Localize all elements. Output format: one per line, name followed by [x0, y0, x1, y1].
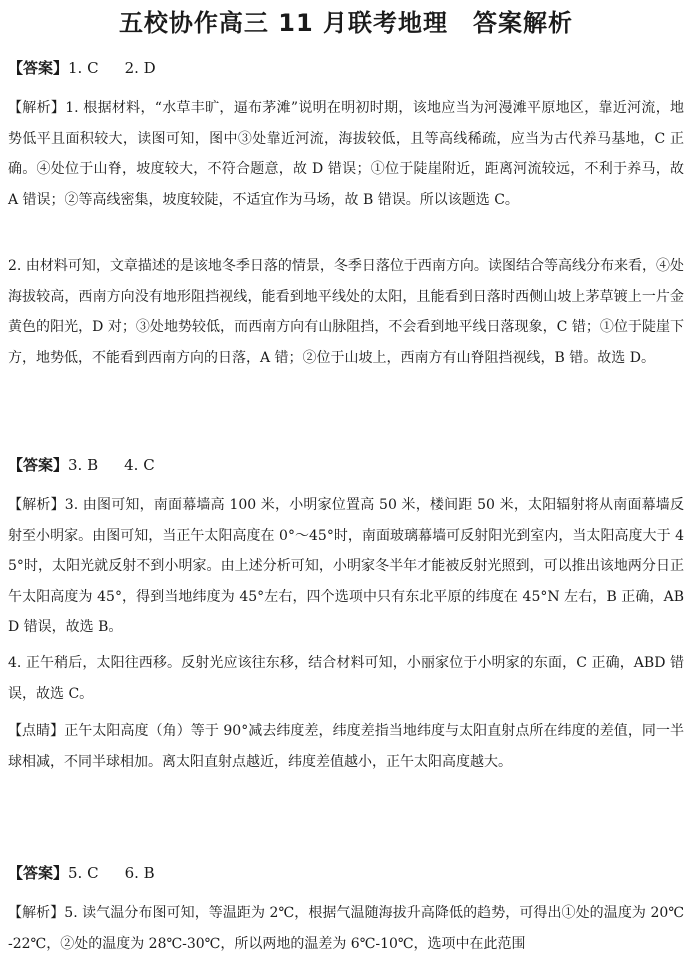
analysis-label: 【解析】	[8, 497, 65, 513]
answer-line-5-6	[8, 860, 684, 886]
analysis-text: 1. 根据材料，“水草丰旷，逼布茅滩”说明在明初时期，该地应当为河漫滩平原地区，靠近河流，地势低平且面积较大，读图可知，图中③处靠近河流，海拔较低，且等高线稀疏，应当为古代养马基地，C 正确。④处位于山脊，坡度较大，不符合题意，故 D 错误；①位于陡崖附近，距离河流较远，不利于养马，故 A 错误；②等高线密集，坡度较陡，不适宜作为马场，故 B 错误。所以该题选 C。	[8, 100, 685, 208]
answer-item: 3. B	[68, 456, 99, 474]
analysis-label: 【解析】	[8, 905, 65, 921]
analysis-text: 4. 正午稍后，太阳往西移。反射光应该往东移，结合材料可知，小丽家位于小明家的东面，C 正确，ABD 错误，故选 C。	[8, 655, 684, 702]
analysis-label: 【解析】	[8, 100, 66, 116]
key-point-label: 【点睛】	[8, 723, 65, 739]
analysis-text: 3. 由图可知，南面幕墙高 100 米，小明家位置高 50 米，楼间距 50 米，太阳辐射将从南面幕墙反射至小明家。由图可知，当正午太阳高度在 0°～45°时，南面玻璃幕墙可反射阳光到室内，当太阳高度大于 45°时，太阳光就反射不到小明家。由上述分析可知，小明家冬半年才能被反射光照到，可以推出该地两分日正午太阳高度为 45°，得到当地纬度为 45°左右，四个选项中只有东北平原的纬度在 45°N 左右，B 正确，ABD 错误，故选 B。	[8, 497, 684, 635]
answer-item: 6. B	[124, 864, 155, 882]
answer-item: 1. C	[68, 59, 99, 77]
answer-item: 5. C	[68, 864, 99, 882]
analysis-text: 5. 读气温分布图可知，等温距为 2℃，根据气温随海拔升高降低的趋势，可得出①处的温度为 20℃-22℃，②处的温度为 28℃-30℃，所以两地的温差为 6℃-10℃，选项中在此范围	[8, 905, 685, 952]
analysis-paragraph-3	[8, 490, 684, 643]
answer-label: 【答案】	[8, 456, 69, 474]
answer-line-3-4	[8, 452, 684, 478]
analysis-paragraph-5	[8, 898, 684, 959]
analysis-paragraph-2	[8, 251, 684, 373]
answer-item: 4. C	[124, 456, 155, 474]
analysis-paragraph-4	[8, 648, 684, 709]
analysis-text: 2. 由材料可知，文章描述的是该地冬季日落的情景，冬季日落位于西南方向。读图结合等高线分布来看，④处海拔较高，西南方向没有地形阻挡视线，能看到地平线处的太阳，且能看到日落时西侧山坡上茅草镀上一片金黄色的阳光，D 对；③处地势较低，而西南方向有山脉阻挡，不会看到地平线日落现象，C 错；①位于陡崖下方，地势低，不能看到西南方向的日落，A 错；②位于山坡上，西南方有山脊阻挡视线，B 错。故选 D。	[8, 258, 684, 366]
answer-line-1-2	[8, 55, 684, 81]
answer-label: 【答案】	[8, 59, 69, 77]
key-point-text: 正午太阳高度（角）等于 90°减去纬度差，纬度差指当地纬度与太阳直射点所在纬度的差值，同一半球相减，不同半球相加。离太阳直射点越近，纬度差值越小，正午太阳高度越大。	[8, 723, 684, 770]
answer-item: 2. D	[124, 59, 156, 77]
analysis-paragraph-1	[8, 93, 684, 215]
key-point-paragraph	[8, 716, 684, 777]
answer-label: 【答案】	[8, 864, 69, 882]
document-title: 五校协作高三 11 月联考地理 答案解析	[118, 9, 574, 37]
